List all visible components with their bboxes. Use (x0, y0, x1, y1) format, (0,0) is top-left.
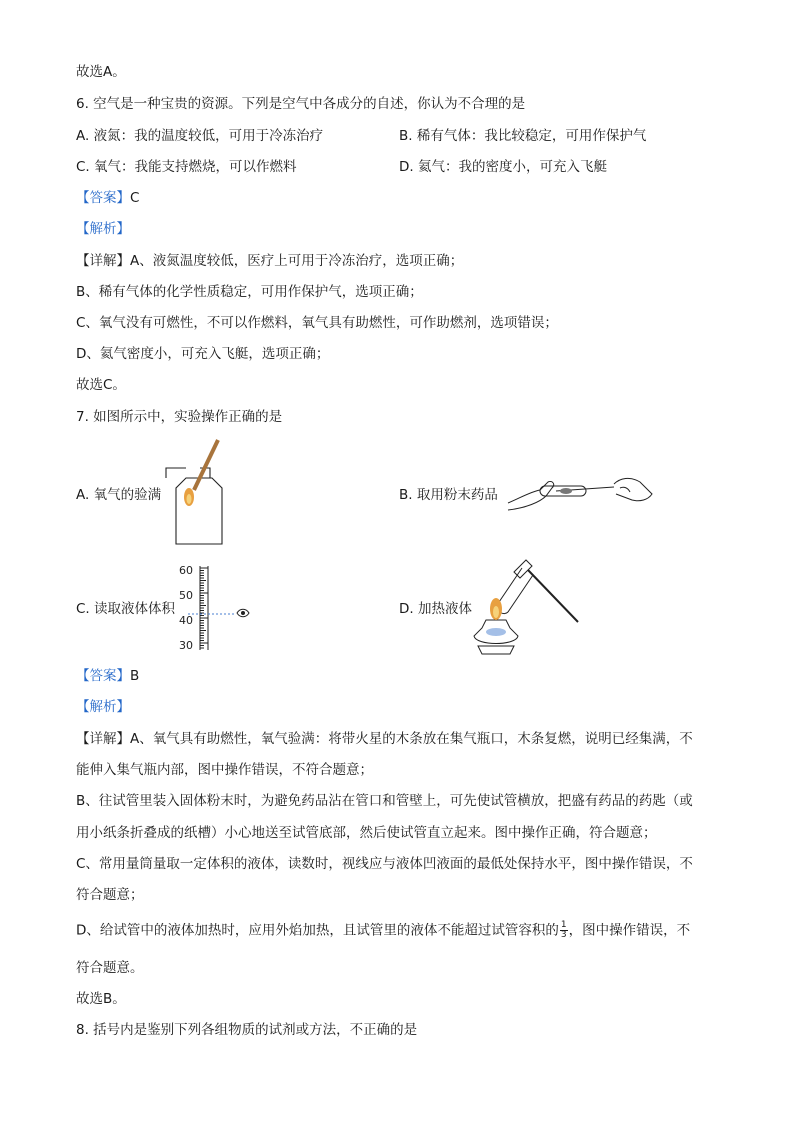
q6-detail-a (76, 252, 463, 270)
q7-option-c: C. 读取液体体积 (76, 601, 176, 617)
flame-icon (490, 598, 502, 620)
q7-detail-a2: 能伸入集气瓶内部，图中操作错误，不符合题意； (76, 762, 373, 778)
q6-option-b: B. 稀有气体：我比较稳定，可用作保护气 (399, 128, 647, 144)
q8-stem: 8. 括号内是鉴别下列各组物质的试剂或方法，不正确的是 (76, 1022, 418, 1038)
tick-label: 30 (179, 639, 193, 652)
q7-option-a: A. 氧气的验满 (76, 487, 162, 503)
detail-tag: 【详解】 (76, 731, 130, 747)
q6-answer: C (130, 190, 140, 206)
fraction-denominator: 3 (560, 930, 567, 940)
q6-option-a: A. 液氮：我的温度较低，可用于冷冻治疗 (76, 128, 324, 144)
q7-option-d: D. 加热液体 (399, 601, 472, 617)
q6-analysis-tag: 【解析】 (76, 221, 130, 237)
tick-label: 50 (179, 589, 193, 602)
q7-detail-b2: 用小纸条折叠成的纸槽）小心地送至试管底部，然后使试管直立起来。图中操作正确，符合题意； (76, 825, 657, 841)
q7-detail-a1 (76, 730, 693, 748)
q6-detail-b: B、稀有气体的化学性质稳定，可用作保护气，选项正确； (76, 284, 423, 300)
q7-detail-d2: 符合题意。 (76, 960, 144, 976)
q7-detail-c1: C、常用量筒量取一定体积的液体，读数时，视线应与液体凹液面的最低处保持水平，图中操作错误，不 (76, 856, 693, 872)
q7-stem: 7. 如图所示中，实验操作正确的是 (76, 409, 283, 425)
q6-detail-a-text: A、液氮温度较低，医疗上可用于冷冻治疗，选项正确； (130, 253, 464, 269)
q7-detail-d1-tail: ，图中操作错误，不 (568, 922, 691, 939)
fraction-one-third (560, 921, 568, 940)
q6-option-d: D. 氦气：我的密度小，可充入飞艇 (399, 159, 607, 175)
tick-label: 40 (179, 614, 193, 627)
q6-stem: 6. 空气是一种宝贵的资源。下列是空气中各成分的自述，你认为不合理的是 (76, 96, 526, 112)
q7-detail-b1: B、往试管里装入固体粉末时，为避免药品沾在管口和管壁上，可先使试管横放，把盛有药品的药匙（或 (76, 793, 693, 809)
eye-icon (237, 609, 249, 617)
q6-detail-d: D、氦气密度小，可充入飞艇，选项正确； (76, 346, 330, 362)
q7-detail-c2: 符合题意； (76, 887, 144, 903)
q7-detail-d1 (76, 921, 690, 940)
tick-label: 60 (179, 564, 193, 577)
q7-detail-a1-text: A、氧气具有助燃性，氧气验满：将带火星的木条放在集气瓶口，木条复燃，说明已经集满，不 (130, 731, 693, 747)
q6-answer-line (76, 189, 139, 207)
q7-analysis-tag: 【解析】 (76, 699, 130, 715)
q6-conclusion: 故选C。 (76, 377, 126, 393)
fraction-numerator: 1 (560, 920, 567, 930)
q7-option-b: B. 取用粉末药品 (399, 487, 498, 503)
q7-conclusion: 故选B。 (76, 991, 126, 1007)
answer-tag: 【答案】 (76, 190, 130, 206)
previous-conclusion: 故选A。 (76, 64, 126, 80)
q7-detail-d1-text: D、给试管中的液体加热时，应用外焰加热，且试管里的液体不能超过试管容积的 (76, 922, 559, 939)
q6-detail-c: C、氧气没有可燃性，不可以作燃料，氧气具有助燃性，可作助燃剂，选项错误； (76, 315, 558, 331)
q6-option-c: C. 氧气：我能支持燃烧，可以作燃料 (76, 159, 297, 175)
q7-answer-line (76, 667, 139, 685)
detail-tag: 【详解】 (76, 253, 130, 269)
answer-tag: 【答案】 (76, 668, 130, 684)
q7-answer: B (130, 668, 140, 684)
flame-icon (184, 488, 194, 506)
